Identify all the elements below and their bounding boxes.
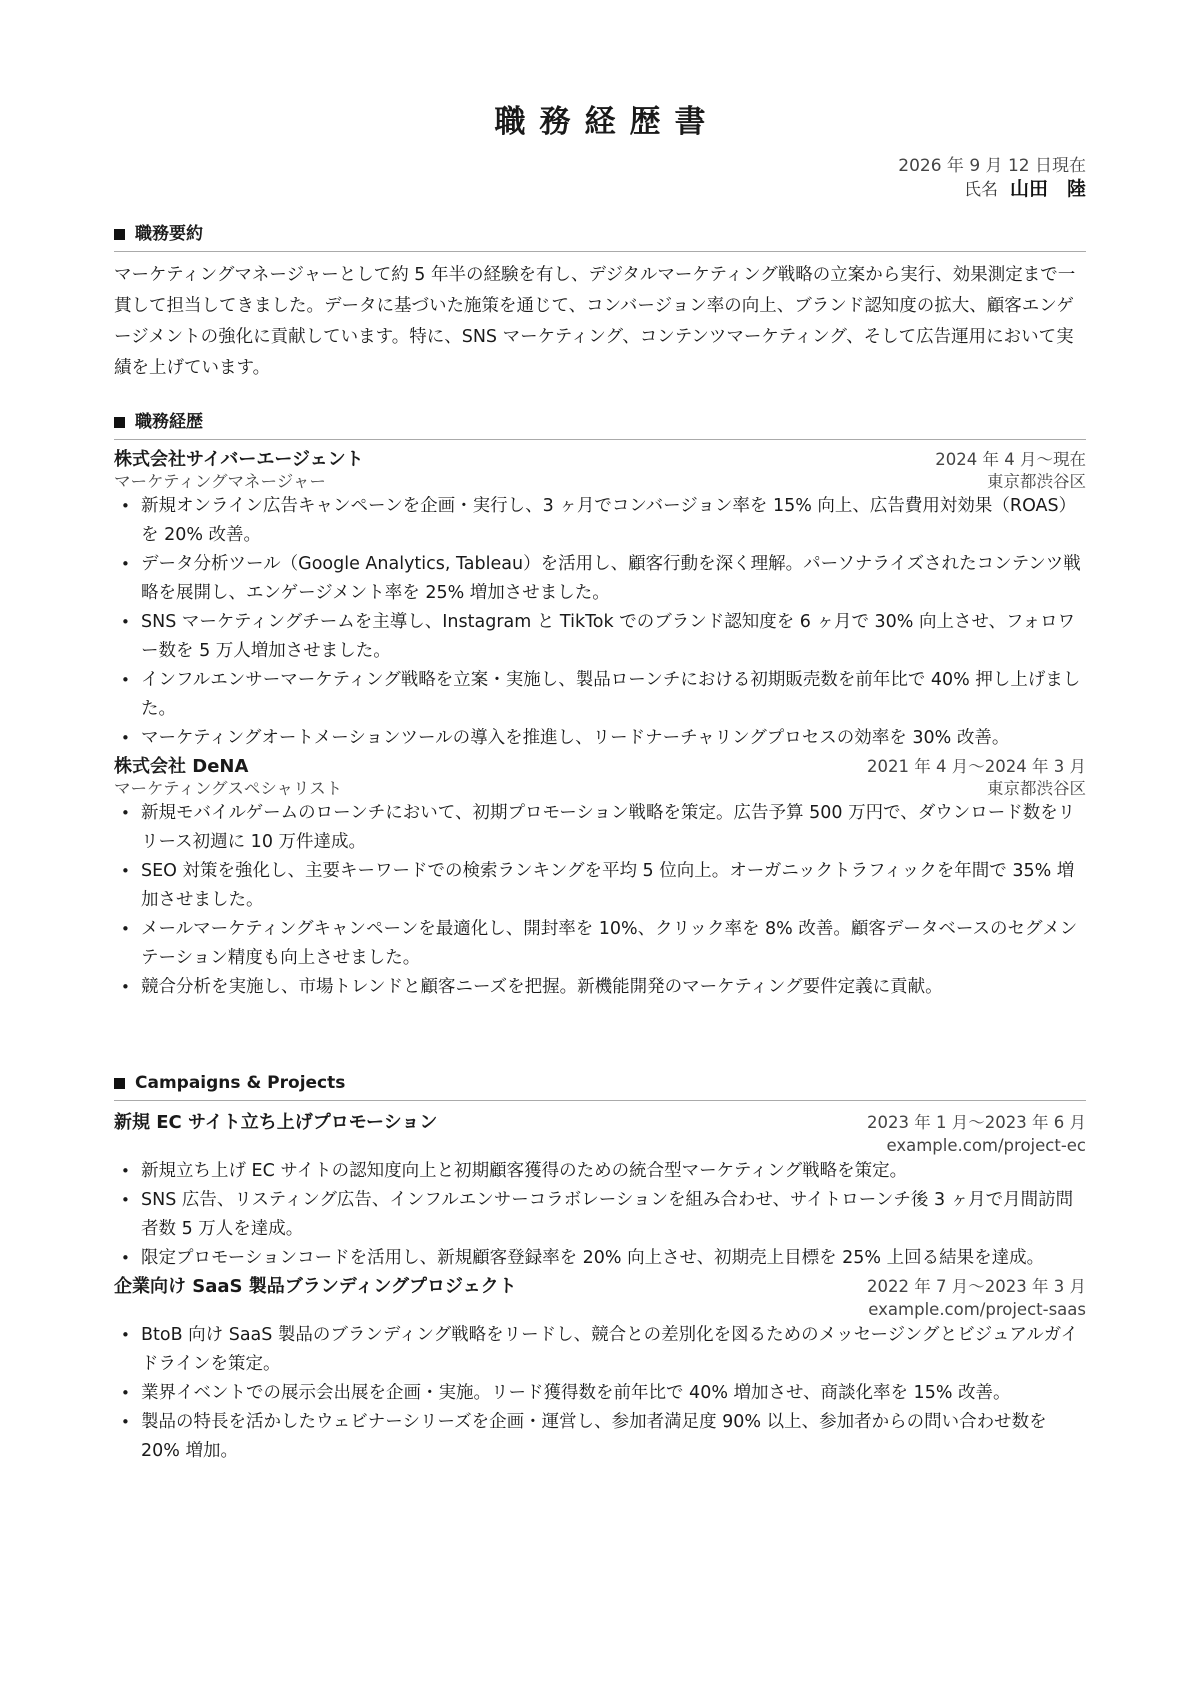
job-location: 東京都渋谷区: [987, 779, 1086, 798]
list-item: • SNS 広告、リスティング広告、インフルエンサーコラボレーションを組み合わせ、サイトローンチ後 3 ヶ月で月間訪問者数 5 万人を達成。: [114, 1186, 1086, 1244]
list-item: • 新規モバイルゲームのローンチにおいて、初期プロモーション戦略を策定。広告予算 500 万円で、ダウンロード数をリリース初週に 10 万件達成。: [114, 799, 1086, 857]
project-link[interactable]: example.com/project-ec: [886, 1136, 1086, 1155]
project-bullets: [114, 1157, 1086, 1273]
summary-text: マーケティングマネージャーとして約 5 年半の経験を有し、デジタルマーケティング戦略の立案から実行、効果測定まで一貫して担当してきました。データに基づいた施策を通じて、コンバージョン率の向上、ブランド認知度の拡大、顧客エンゲージメントの強化に貢献しています。特に、SNS マーケティング、コンテンツマーケティング、そして広告運用において実績を上げています。: [114, 265, 1076, 378]
list-item: • 新規オンライン広告キャンペーンを企画・実行し、3 ヶ月でコンバージョン率を 15% 向上、広告費用対効果（ROAS）を 20% 改善。: [114, 492, 1086, 550]
document-title: 職務経歴書: [494, 104, 720, 140]
name-value: 山田 陸: [1009, 178, 1086, 200]
summary-heading: [114, 223, 1086, 252]
job-period: 2024 年 4 月〜現在: [935, 450, 1086, 469]
company-name: 株式会社サイバーエージェント: [114, 449, 364, 470]
job-period: 2021 年 4 月〜2024 年 3 月: [867, 757, 1086, 776]
list-item: • インフルエンサーマーケティング戦略を立案・実施し、製品ローンチにおける初期販売数を前年比で 40% 押し上げました。: [114, 666, 1086, 724]
job-entry: [114, 755, 1086, 1002]
list-item: • データ分析ツール（Google Analytics, Tableau）を活用し、顧客行動を深く理解。パーソナライズされたコンテンツ戦略を展開し、エンゲージメント率を 25% 増加させました。: [114, 550, 1086, 608]
name-line: [964, 177, 1086, 202]
job-entry: [114, 448, 1086, 753]
projects-section: [114, 1072, 1086, 1468]
career-heading-label: 職務経歴: [135, 412, 203, 432]
summary-section: [114, 223, 1086, 384]
list-item: • 製品の特長を活かしたウェビナーシリーズを企画・運営し、参加者満足度 90% 以上、参加者からの問い合わせ数を 20% 増加。: [114, 1408, 1086, 1466]
project-name: 企業向け SaaS 製品ブランディングプロジェクト: [114, 1276, 517, 1297]
career-section: [114, 411, 1086, 1004]
project-entry: [114, 1111, 1086, 1273]
list-item: • マーケティングオートメーションツールの導入を推進し、リードナーチャリングプロセスの効率を 30% 改善。: [114, 724, 1086, 753]
career-heading: [114, 411, 1086, 440]
list-item: • SEO 対策を強化し、主要キーワードでの検索ランキングを平均 5 位向上。オーガニックトラフィックを年間で 35% 増加させました。: [114, 857, 1086, 915]
name-label: 氏名: [963, 180, 998, 200]
list-item: • メールマーケティングキャンペーンを最適化し、開封率を 10%、クリック率を 8% 改善。顧客データベースのセグメンテーション精度も向上させました。: [114, 915, 1086, 973]
project-period: 2023 年 1 月〜2023 年 6 月: [867, 1113, 1086, 1132]
project-link[interactable]: example.com/project-saas: [868, 1300, 1086, 1319]
list-item: • 新規立ち上げ EC サイトの認知度向上と初期顧客獲得のための統合型マーケティング戦略を策定。: [114, 1157, 1086, 1186]
project-entry: [114, 1275, 1086, 1466]
list-item: • SNS マーケティングチームを主導し、Instagram と TikTok でのブランド認知度を 6 ヶ月で 30% 向上させ、フォロワー数を 5 万人増加させました。: [114, 608, 1086, 666]
list-item: • BtoB 向け SaaS 製品のブランディング戦略をリードし、競合との差別化を図るためのメッセージングとビジュアルガイドラインを策定。: [114, 1321, 1086, 1379]
job-role: マーケティングスペシャリスト: [114, 779, 343, 798]
as-of-date: 2026 年 9 月 12 日現在: [898, 156, 1086, 176]
square-bullet-icon: [114, 1078, 125, 1089]
projects-heading: [114, 1072, 1086, 1101]
project-period: 2022 年 7 月〜2023 年 3 月: [867, 1277, 1086, 1296]
job-bullets: [114, 492, 1086, 753]
summary-heading-label: 職務要約: [135, 224, 203, 244]
project-name: 新規 EC サイト立ち上げプロモーション: [114, 1112, 438, 1133]
list-item: • 限定プロモーションコードを活用し、新規顧客登録率を 20% 向上させ、初期売上目標を 25% 上回る結果を達成。: [114, 1244, 1086, 1273]
projects-heading-label: Campaigns & Projects: [135, 1073, 346, 1093]
job-role: マーケティングマネージャー: [114, 472, 326, 491]
project-bullets: [114, 1321, 1086, 1466]
list-item: • 競合分析を実施し、市場トレンドと顧客ニーズを把握。新機能開発のマーケティング要件定義に貢献。: [114, 973, 1086, 1002]
square-bullet-icon: [114, 229, 125, 240]
job-location: 東京都渋谷区: [987, 472, 1086, 491]
list-item: • 業界イベントでの展示会出展を企画・実施。リード獲得数を前年比で 40% 増加させ、商談化率を 15% 改善。: [114, 1379, 1086, 1408]
company-name: 株式会社 DeNA: [114, 756, 249, 777]
job-bullets: [114, 799, 1086, 1002]
square-bullet-icon: [114, 417, 125, 428]
